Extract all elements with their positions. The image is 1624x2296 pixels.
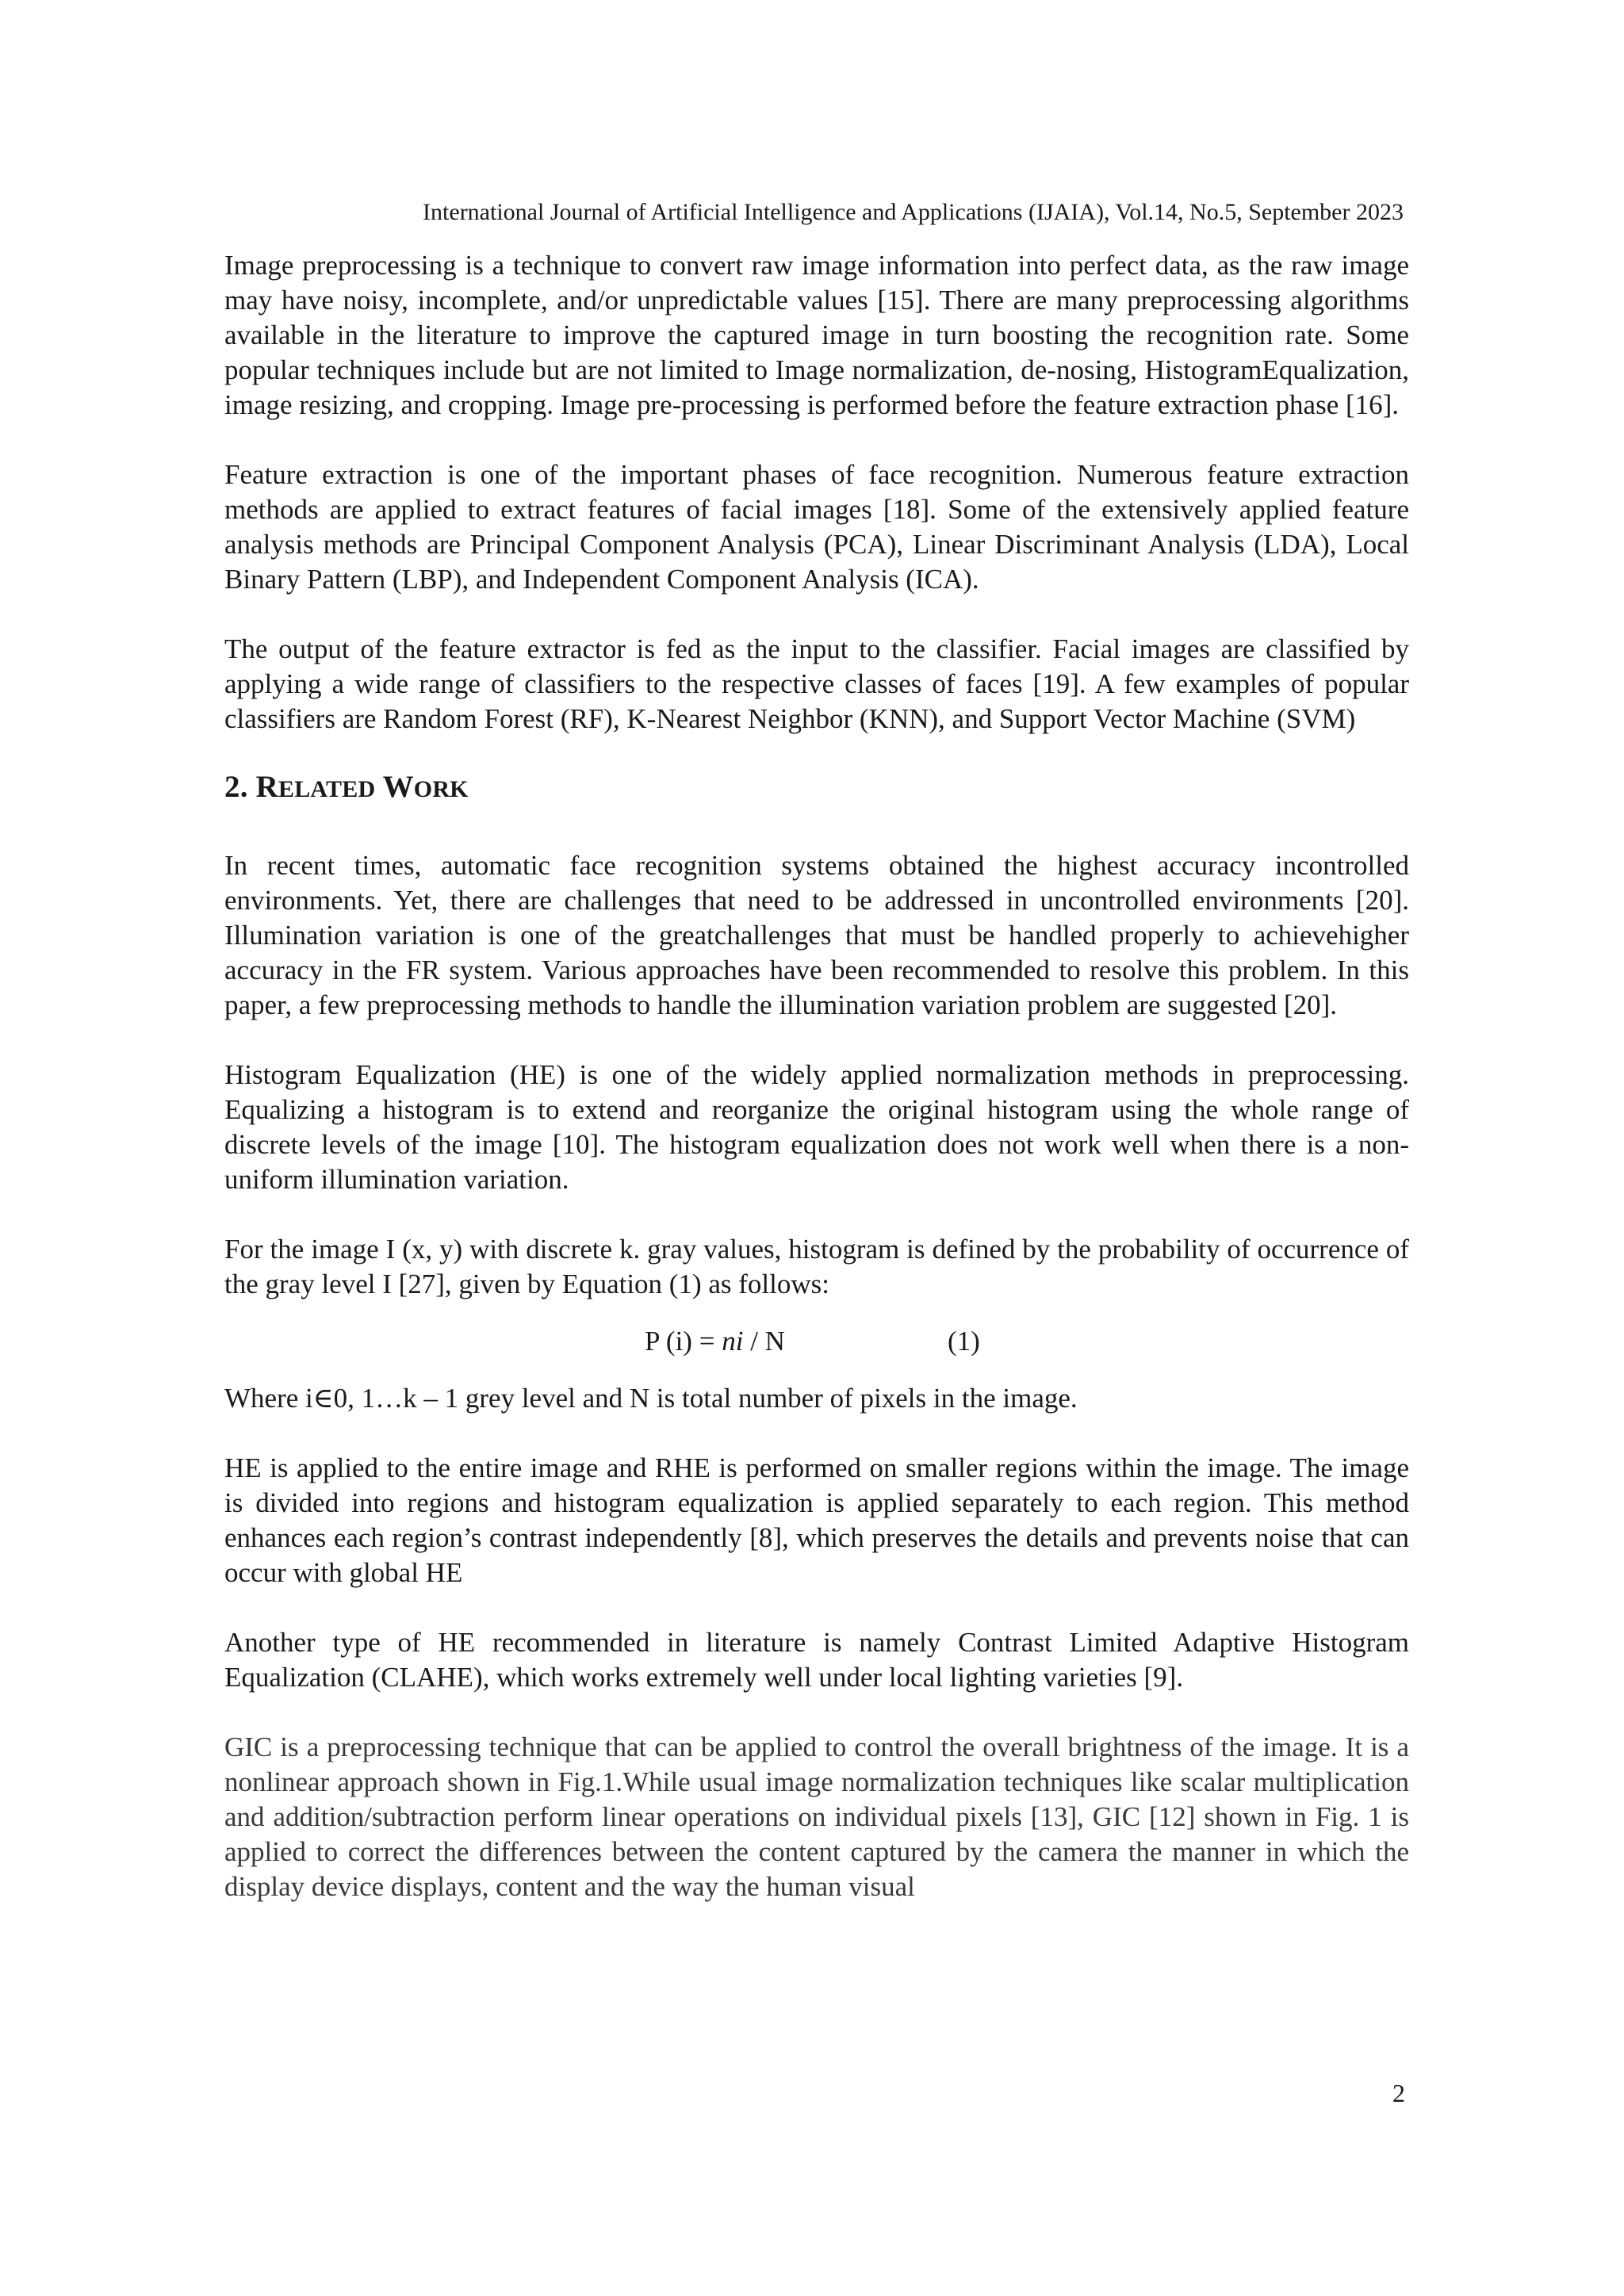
running-header: International Journal of Artificial Intelligence and Applications (IJAIA), Vol.14, No.5, September 2023 [423,199,1404,225]
paragraph-classifier: The output of the feature extractor is fed as the input to the classifier. Facial images are classified by applying a wide range of classifiers to the respective classes of faces [19]. A few examples of popular classifiers are Random Forest (RF), K-Nearest Neighbor (KNN), and Support Vector Machine (SVM) [224,633,1409,734]
paragraph-clahe: Another type of HE recommended in literature is namely Contrast Limited Adaptive Histogram Equalization (CLAHE), which works extremely well under local lighting varieties [9]. [224,1627,1409,1693]
section-heading-related-work: 2. RELATED WORK [224,770,469,804]
paragraph-gic: GIC is a preprocessing technique that can be applied to control the overall brightness of the image. It is a nonlinear approach shown in Fig.1.While usual image normalization techniques like scalar multiplication and addition/subtraction perform linear operations on individual pixels [13], GIC [12] shown in Fig. 1 is applied to correct the differences between the content captured by the camera the manner in which the display device displays, content and the way the human visual [224,1732,1409,1902]
paragraph-where: Where i∈0, 1…k – 1 grey level and N is total number of pixels in the image. [224,1383,1078,1414]
body-text [224,248,1409,1904]
page-number: 2 [1392,2079,1405,2107]
paragraph-gray-values: For the image I (x, y) with discrete k. gray values, histogram is defined by the probability of occurrence of the gray level I [27], given by Equation (1) as follows: [224,1234,1409,1299]
paragraph-related-work: In recent times, automatic face recognition systems obtained the highest accuracy incontrolled environments. Yet, there are challenges that need to be addressed in uncontrolled environments [20]. Illumination variation is one of the greatchallenges that must be handled properly to achievehigher accuracy in the FR system. Various approaches have been recommended to resolve this problem. In this paper, a few preprocessing methods to handle the illumination variation problem are suggested [20]. [224,850,1409,1020]
equation-expression: P (i) = ni / N [645,1326,785,1357]
equation-1 [224,1319,1409,1364]
paragraph-rhe: HE is applied to the entire image and RHE is performed on smaller regions within the image. The image is divided into regions and histogram equalization is applied separately to each region. This method enhances each region’s contrast independently [8], which preserves the details and prevents noise that can occur with global HE [224,1452,1409,1588]
equation-number: (1) [948,1326,980,1357]
paragraph-feature-extraction: Feature extraction is one of the important phases of face recognition. Numerous feature extraction methods are applied to extract features of facial images [18]. Some of the extensively applied feature analysis methods are Principal Component Analysis (PCA), Linear Discriminant Analysis (LDA), Local Binary Pattern (LBP), and Independent Component Analysis (ICA). [224,459,1409,595]
paragraph-histogram-equalization: Histogram Equalization (HE) is one of the widely applied normalization methods in preprocessing. Equalizing a histogram is to extend and reorganize the original histogram using the whole range of discrete levels of the image [10]. The histogram equalization does not work well when there is a non-uniform illumination variation. [224,1059,1409,1195]
section-number: 2. [224,770,248,804]
paragraph-image-preprocessing: Image preprocessing is a technique to convert raw image information into perfect data, as the raw image may have noisy, incomplete, and/or unpredictable values [15]. There are many preprocessing algorithms available in the literature to improve the captured image in turn boosting the recognition rate. Some popular techniques include but are not limited to Image normalization, de-nosing, HistogramEqualization, image resizing, and cropping. Image pre-processing is performed before the feature extraction phase [16]. [224,250,1409,420]
